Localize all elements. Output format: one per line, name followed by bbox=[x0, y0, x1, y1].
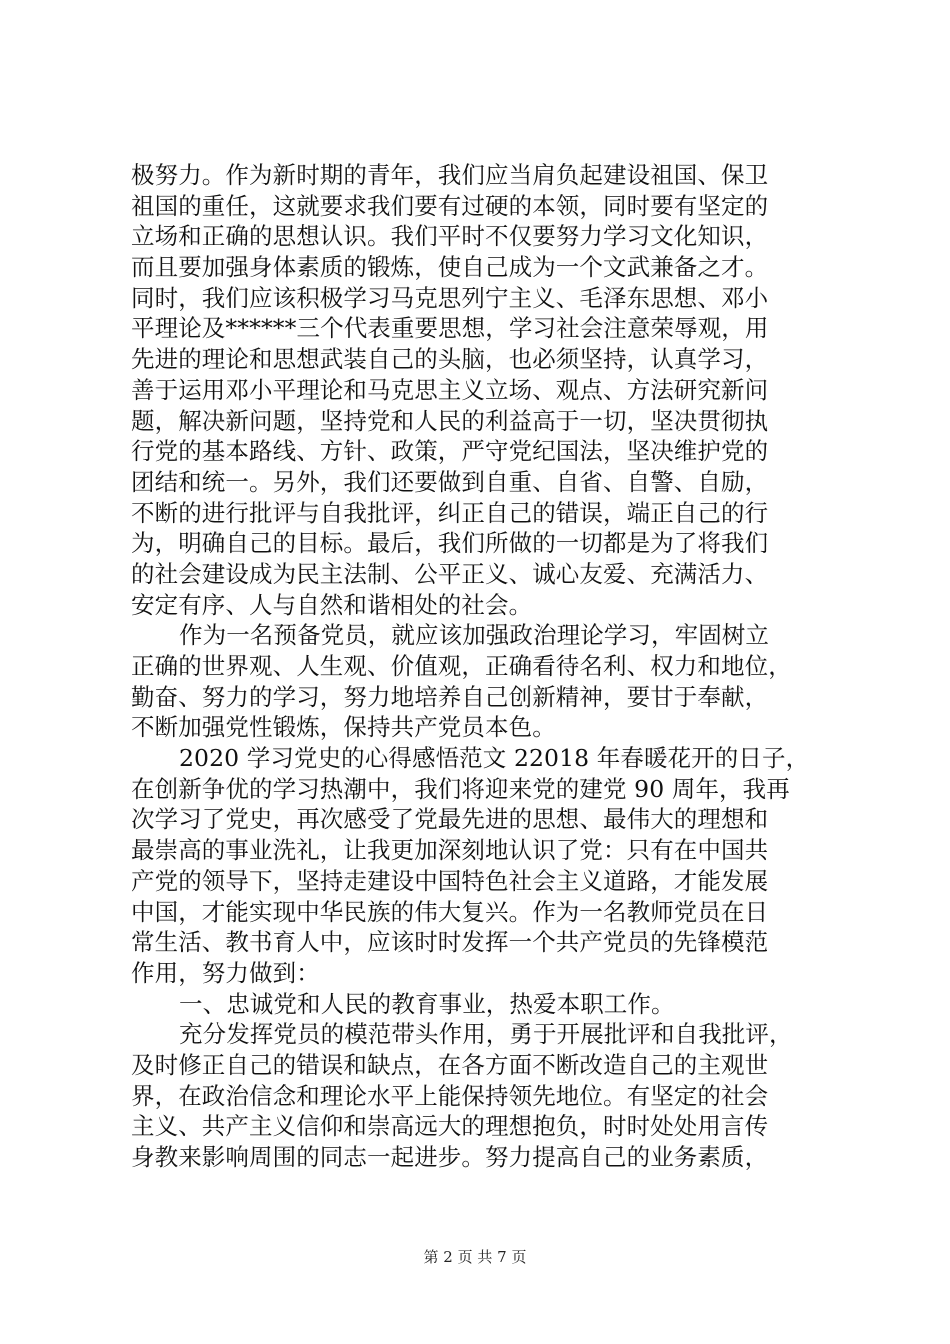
page-number-footer: 第 2 页 共 7 页 bbox=[423, 1248, 527, 1266]
paragraph-first-line: 充分发挥党员的模范带头作用，勇于开展批评和自我批评， bbox=[179, 1020, 793, 1049]
text-line: 主义、共产主义信仰和崇高远大的理想抱负，时时处处用言传 bbox=[131, 1112, 769, 1141]
text-line: 安定有序、人与自然和谐相处的社会。 bbox=[131, 590, 533, 619]
text-line: 界，在政治信念和理论水平上能保持领先地位。有坚定的社会 bbox=[131, 1081, 769, 1110]
text-line: 在创新争优的学习热潮中，我们将迎来党的建党 90 周年，我再 bbox=[131, 774, 790, 803]
text-line: 产党的领导下，坚持走建设中国特色社会主义道路，才能发展 bbox=[131, 866, 769, 895]
text-line: 为，明确自己的目标。最后，我们所做的一切都是为了将我们 bbox=[131, 529, 769, 558]
body-text bbox=[131, 160, 831, 1173]
text-line: 行党的基本路线、方针、政策，严守党纪国法，坚决维护党的 bbox=[131, 437, 769, 466]
text-line: 平理论及******三个代表重要思想，学习社会注意荣辱观，用 bbox=[131, 314, 769, 343]
paragraph-first-line: 2020 学习党史的心得感悟范文 22018 年春暖花开的日子， bbox=[179, 744, 810, 773]
text-line: 勤奋、努力的学习，努力地培养自己创新精神，要甘于奉献， bbox=[131, 682, 769, 711]
text-line: 祖国的重任，这就要求我们要有过硬的本领，同时要有坚定的 bbox=[131, 191, 769, 220]
text-line: 最崇高的事业洗礼，让我更加深刻地认识了党：只有在中国共 bbox=[131, 836, 769, 865]
text-line: 常生活、教书育人中，应该时时发挥一个共产党员的先锋模范 bbox=[131, 928, 769, 957]
text-line: 及时修正自己的错误和缺点，在各方面不断改造自己的主观世 bbox=[131, 1050, 769, 1079]
text-line: 正确的世界观、人生观、价值观，正确看待名利、权力和地位， bbox=[131, 652, 792, 680]
text-line: 团结和统一。另外，我们还要做到自重、自省、自警、自励， bbox=[131, 467, 769, 496]
text-line: 中国，才能实现中华民族的伟大复兴。作为一名教师党员在日 bbox=[131, 897, 769, 926]
text-line: 作用，努力做到： bbox=[131, 958, 320, 987]
text-line: 不断的进行批评与自我批评，纠正自己的错误，端正自己的行 bbox=[131, 498, 769, 527]
paragraph-first-line: 作为一名预备党员，就应该加强政治理论学习，牢固树立 bbox=[179, 621, 769, 650]
text-line: 极努力。作为新时期的青年，我们应当肩负起建设祖国、保卫 bbox=[131, 161, 769, 189]
text-line: 不断加强党性锻炼，保持共产党员本色。 bbox=[131, 713, 556, 742]
text-line: 立场和正确的思想认识。我们平时不仅要努力学习文化知识， bbox=[131, 222, 769, 251]
text-line: 先进的理论和思想武装自己的头脑，也必须坚持，认真学习， bbox=[131, 345, 769, 374]
text-line: 而且要加强身体素质的锻炼，使自己成为一个文武兼备之才。 bbox=[131, 253, 769, 282]
text-line: 身教来影响周围的同志一起进步。努力提高自己的业务素质， bbox=[131, 1143, 769, 1171]
text-line: 同时，我们应该积极学习马克思列宁主义、毛泽东思想、邓小 bbox=[131, 283, 769, 312]
text-line: 善于运用邓小平理论和马克思主义立场、观点、方法研究新问 bbox=[131, 375, 769, 404]
text-line: 次学习了党史，再次感受了党最先进的思想、最伟大的理想和 bbox=[131, 805, 769, 834]
text-line: 的社会建设成为民主法制、公平正义、诚心友爱、充满活力、 bbox=[131, 559, 769, 588]
text-line: 题，解决新问题，坚持党和人民的利益高于一切，坚决贯彻执 bbox=[131, 406, 769, 435]
section-heading: 一、忠诚党和人民的教育事业，热爱本职工作。 bbox=[179, 989, 675, 1018]
